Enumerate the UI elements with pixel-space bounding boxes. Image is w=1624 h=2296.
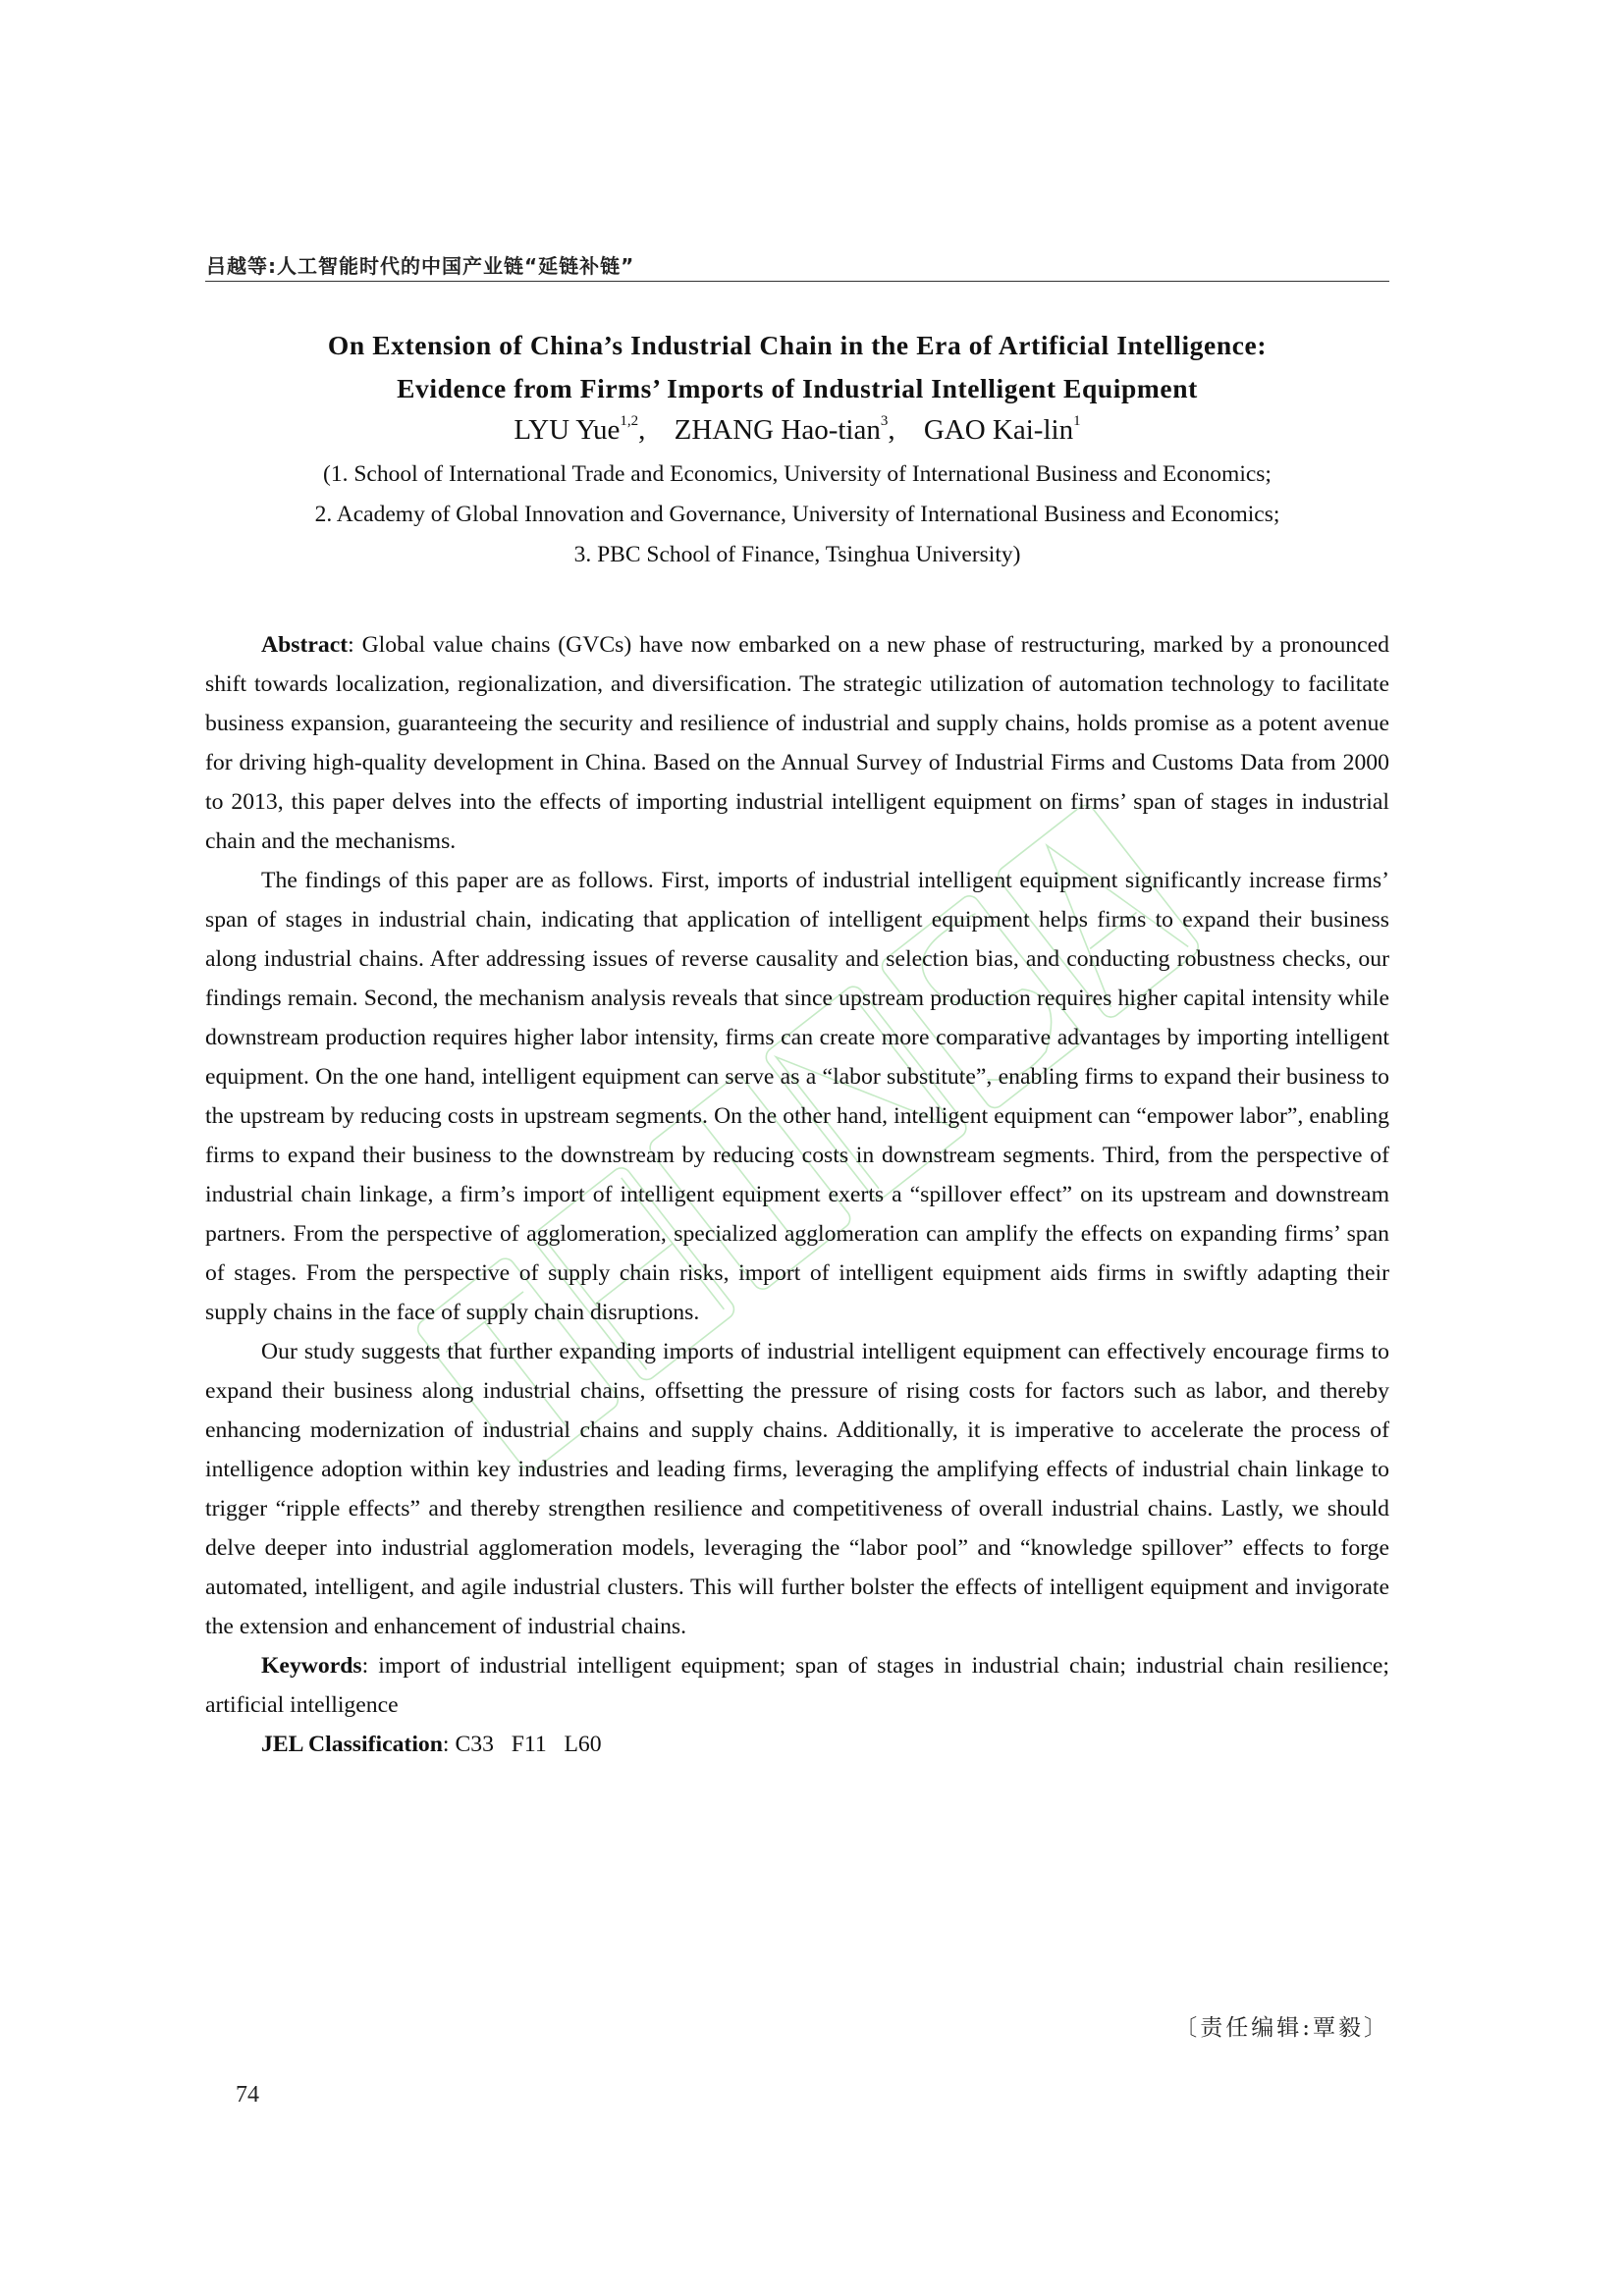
author-affiliation-sup: 1,2 <box>620 413 639 429</box>
jel-label: JEL Classification <box>261 1732 443 1757</box>
paper-title-line-1: On Extension of China’s Industrial Chain in the Era of Artificial Intelligence: <box>327 330 1268 360</box>
abstract-paragraph-1 <box>205 625 1389 861</box>
abstract-paragraph-2: The findings of this paper are as follows. First, imports of industrial intelligent equipment significantly increase firms’ span of stages in industrial chain, indicating that application of intelligent equipment helps firms to expand their business along industrial chains. After addressing issues of reverse causality and selection bias, and conducting robustness checks, our findings remain. Second, the mechanism analysis reveals that since upstream production requires higher capital intensity while downstream production requires higher labor intensity, firms can create more comparative advantages by importing intelligent equipment. On the one hand, intelligent equipment can serve as a “labor substitute”, enabling firms to expand their business to the upstream by reducing costs in upstream segments. On the other hand, intelligent equipment can “empower labor”, enabling firms to expand their business to the downstream by reducing costs in downstream segments. Third, from the perspective of industrial chain linkage, a firm’s import of intelligent equipment exerts a “spillover effect” on its upstream and downstream partners. From the perspective of agglomeration, specialized agglomeration can amplify the effects on expanding firms’ span of stages. From the perspective of supply chain risks, import of intelligent equipment aids firms in swiftly adapting their supply chains in the face of supply chain disruptions. <box>205 868 1389 1325</box>
author-affiliation-sup: 1 <box>1073 413 1081 429</box>
label-colon: : <box>442 1732 450 1757</box>
paper-title-line-2: Evidence from Firms’ Imports of Industrial Intelligent Equipment <box>397 373 1198 403</box>
author-name: LYU Yue <box>514 414 621 446</box>
abstract-body <box>205 625 1389 1764</box>
keywords-text: import of industrial intelligent equipment; span of stages in industrial chain; industrial chain resilience; artificial intelligence <box>205 1653 1390 1718</box>
keywords-paragraph <box>205 1646 1389 1725</box>
affiliation-line-1: (1. School of International Trade and Economics, University of International Business and Economics; <box>323 461 1272 487</box>
author-separator: , <box>638 414 646 446</box>
author-line <box>205 414 1389 447</box>
label-colon: : <box>348 632 354 658</box>
affiliation-line-2: 2. Academy of Global Innovation and Governance, University of International Business and Economics; <box>314 502 1280 527</box>
label-colon: : <box>361 1653 369 1679</box>
page-number: 74 <box>236 2082 259 2108</box>
jel-codes: C33 F11 L60 <box>455 1732 602 1757</box>
author-name: GAO Kai-lin <box>923 414 1074 446</box>
author-affiliation-sup: 3 <box>880 413 889 429</box>
running-header: 吕越等:人工智能时代的中国产业链“延链补链” <box>206 254 635 278</box>
abstract-paragraph-3: Our study suggests that further expanding imports of industrial intelligent equipment can effectively encourage firms to expand their business along industrial chains, offsetting the pressure of rising costs for factors such as labor, and thereby enhancing modernization of industrial chains and supply chains. Additionally, it is imperative to accelerate the process of intelligence adoption within key industries and leading firms, leveraging the amplifying effects of industrial chain linkage to trigger “ripple effects” and thereby strengthen resilience and competitiveness of overall industrial chains. Lastly, we should delve deeper into industrial agglomeration models, leveraging the “labor pool” and “knowledge spillover” effects to forge automated, intelligent, and agile industrial clusters. This will further bolster the effects of intelligent equipment and invigorate the extension and enhancement of industrial chains. <box>205 1339 1389 1639</box>
jel-paragraph <box>205 1725 1389 1764</box>
header-rule <box>205 281 1389 282</box>
keywords-label: Keywords <box>261 1653 362 1679</box>
abstract-text: Global value chains (GVCs) have now embarked on a new phase of restructuring, marked by a pronounced shift towards localization, regionalization, and diversification. The strategic utilization of automation technology to facilitate business expansion, guaranteeing the security and resilience of industrial and supply chains, holds promise as a potent avenue for driving high-quality development in China. Based on the Annual Survey of Industrial Firms and Customs Data from 2000 to 2013, this paper delves into the effects of importing industrial intelligent equipment on firms’ span of stages in industrial chain and the mechanisms. <box>205 632 1389 854</box>
author-separator: , <box>888 414 895 446</box>
author-name: ZHANG Hao-tian <box>674 414 881 446</box>
abstract-label: Abstract <box>261 632 349 658</box>
affiliation-line-3: 3. PBC School of Finance, Tsinghua University) <box>573 542 1021 567</box>
editor-note: 〔责任编辑:覃毅〕 <box>1174 2015 1389 2041</box>
